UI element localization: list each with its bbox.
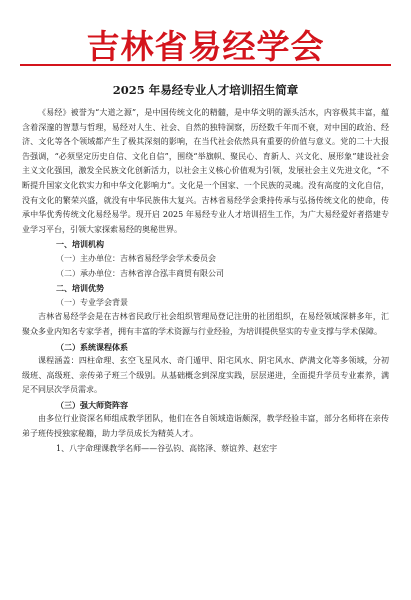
teacher-list-item: 1、八字命理课教学名师——谷弘钧、高铭泽、蔡谊养、赵宏宇 [56,443,278,453]
background-paragraph: 吉林省易经学会是在吉林省民政厅社会组织管理局登记注册的社团组织，在易经领域深耕多年，汇聚众多业内知名专家学者，拥有丰富的学术资源与行业经验，为培训提供坚实的专业支撑与学术保障。 [22,312,389,336]
document-title: 2025 年易经专业人才培训招生简章 [112,83,299,97]
subheading-background: （一）专业学会背景 [56,297,128,307]
faculty-paragraph: 由多位行业资深名师组成教学团队，他们在各自领域造诣颇深，教学经验丰富，部分名师将在亲传弟子班传授独家秘籍，助力学员成长为精英人才。 [22,414,389,439]
intro-paragraph: 《易经》被誉为“大道之源”，是中国传统文化的精髓，是中华文明的源头活水，内容极其丰富，蕴含着深邃的智慧与哲理，易经对人生、社会、自然的独特洞察，历经数千年而不衰，对中国的政治、经济、文化等各个领域都产生了极其深刻的影响，在当代社会依然具有重要的价值与意义。党的二十大报告强调，“必须坚定历史自信、文化自信”，围绕“举旗帜、聚民心、育新人、兴文化、展形象”建设社会主义文化强国，激发全民族文化创新活力，以社会主义核心价值观为引领，发展社会主义先进文化，“不断提升国家文化软实力和中华文化影响力”。文化是一个国家、一个民族的灵魂。没有高度的文化自信，没有文化的繁荣兴盛，就没有中华民族伟大复兴。吉林省易经学会秉持传承与弘扬传统文化的使命，传承中华优秀传统文化易经易学。现开启 2025 年易经专业人才培训招生工作，为广大易经爱好者搭建专业学习平台，引领大家探索易经的奥秘世界。 [22,108,389,234]
letterhead [20,0,391,66]
subheading-faculty: （三）强大师资阵容 [56,399,128,410]
host-unit: （一）主办单位：吉林省易经学会学术委员会 [56,253,216,263]
section-heading-advantages: 二、培训优势 [56,283,104,294]
organization-name: 吉林省易经学会 [86,27,325,66]
organizer-unit: （二）承办单位：吉林省淳合泓丰商贸有限公司 [56,268,224,278]
subheading-curriculum: （二）系统课程体系 [56,341,128,352]
section-heading-institution: 一、培训机构 [56,239,104,250]
curriculum-paragraph: 课程涵盖：四柱命理、玄空飞星风水、奇门遁甲、阳宅风水、阴宅风水、萨满文化等多领域，分初级班、高级班、亲传弟子班三个级别。从基础概念到深度实践，层层递进，全面提升学员专业素养，满足不同层次学员需求。 [22,356,389,395]
